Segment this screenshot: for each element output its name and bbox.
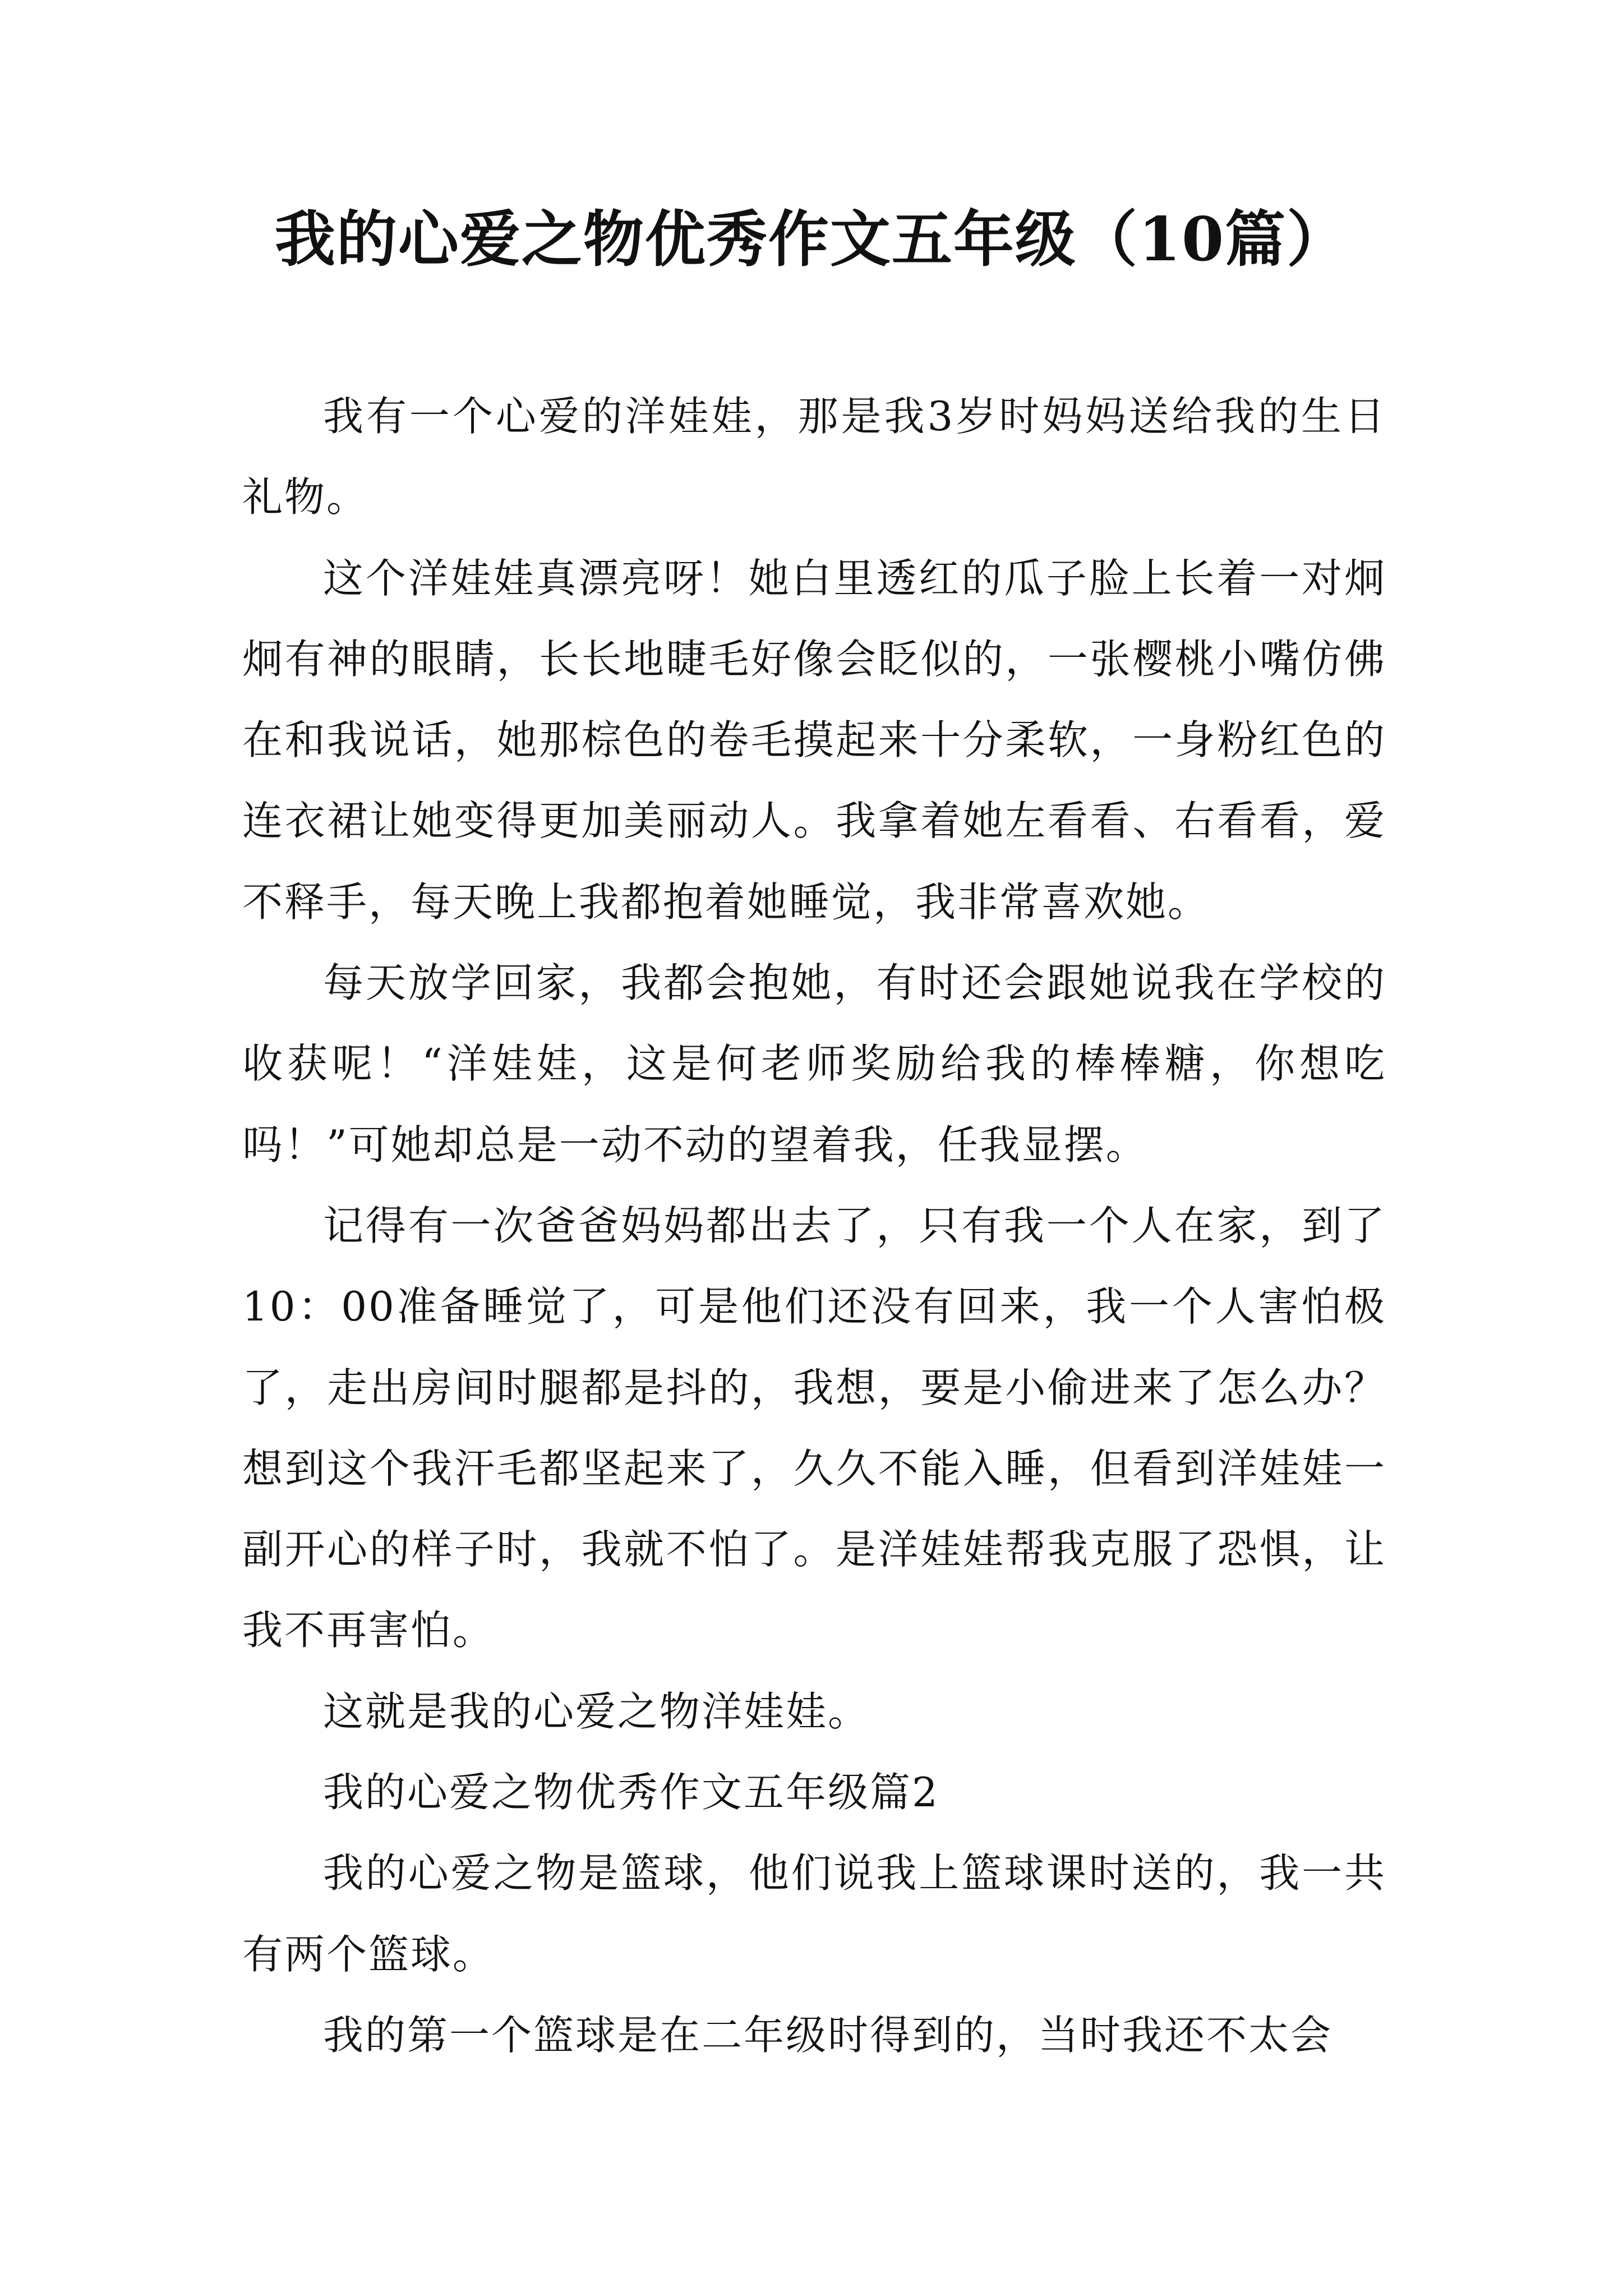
paragraph: 这就是我的心爱之物洋娃娃。 — [323, 1687, 870, 1735]
paragraph: 这个洋娃娃真漂亮呀！她白里透红的瓜子脸上长着一对炯炯有神的眼睛，长长地睫毛好像会眨似的，一张樱桃小嘴仿佛在和我说话，她那棕色的卷毛摸起来十分柔软，一身粉红色的连衣裙让她变得更加美丽动人。我拿着她左看看、右看看，爱不释手，每天晚上我都抱着她睡觉，我非常喜欢她。 — [242, 554, 1386, 926]
paragraph: 记得有一次爸爸妈妈都出去了，只有我一个人在家，到了10：00准备睡觉了，可是他们还没有回来，我一个人害怕极了，走出房间时腿都是抖的，我想，要是小偷进来了怎么办？想到这个我汗毛都坚起来了，久久不能入睡，但看到洋娃娃一副开心的样子时，我就不怕了。是洋娃娃帮我克服了恐惧，让我不再害怕。 — [242, 1202, 1386, 1654]
document-title: 我的心爱之物优秀作文五年级（10篇） — [274, 204, 1349, 275]
paragraph: 我有一个心爱的洋娃娃，那是我3岁时妈妈送给我的生日礼物。 — [242, 393, 1386, 521]
paragraph: 我的心爱之物是篮球，他们说我上篮球课时送的，我一共有两个篮球。 — [242, 1849, 1386, 1978]
paragraph: 每天放学回家，我都会抱她，有时还会跟她说我在学校的收获呢！“洋娃娃，这是何老师奖励给我的棒棒糖，你想吃吗！”可她却总是一动不动的望着我，任我显摆。 — [242, 959, 1386, 1168]
document-body — [242, 376, 1386, 2076]
paragraph: 我的第一个篮球是在二年级时得到的，当时我还不太会 — [323, 2011, 1333, 2059]
section-heading: 我的心爱之物优秀作文五年级篇2 — [323, 1769, 939, 1816]
